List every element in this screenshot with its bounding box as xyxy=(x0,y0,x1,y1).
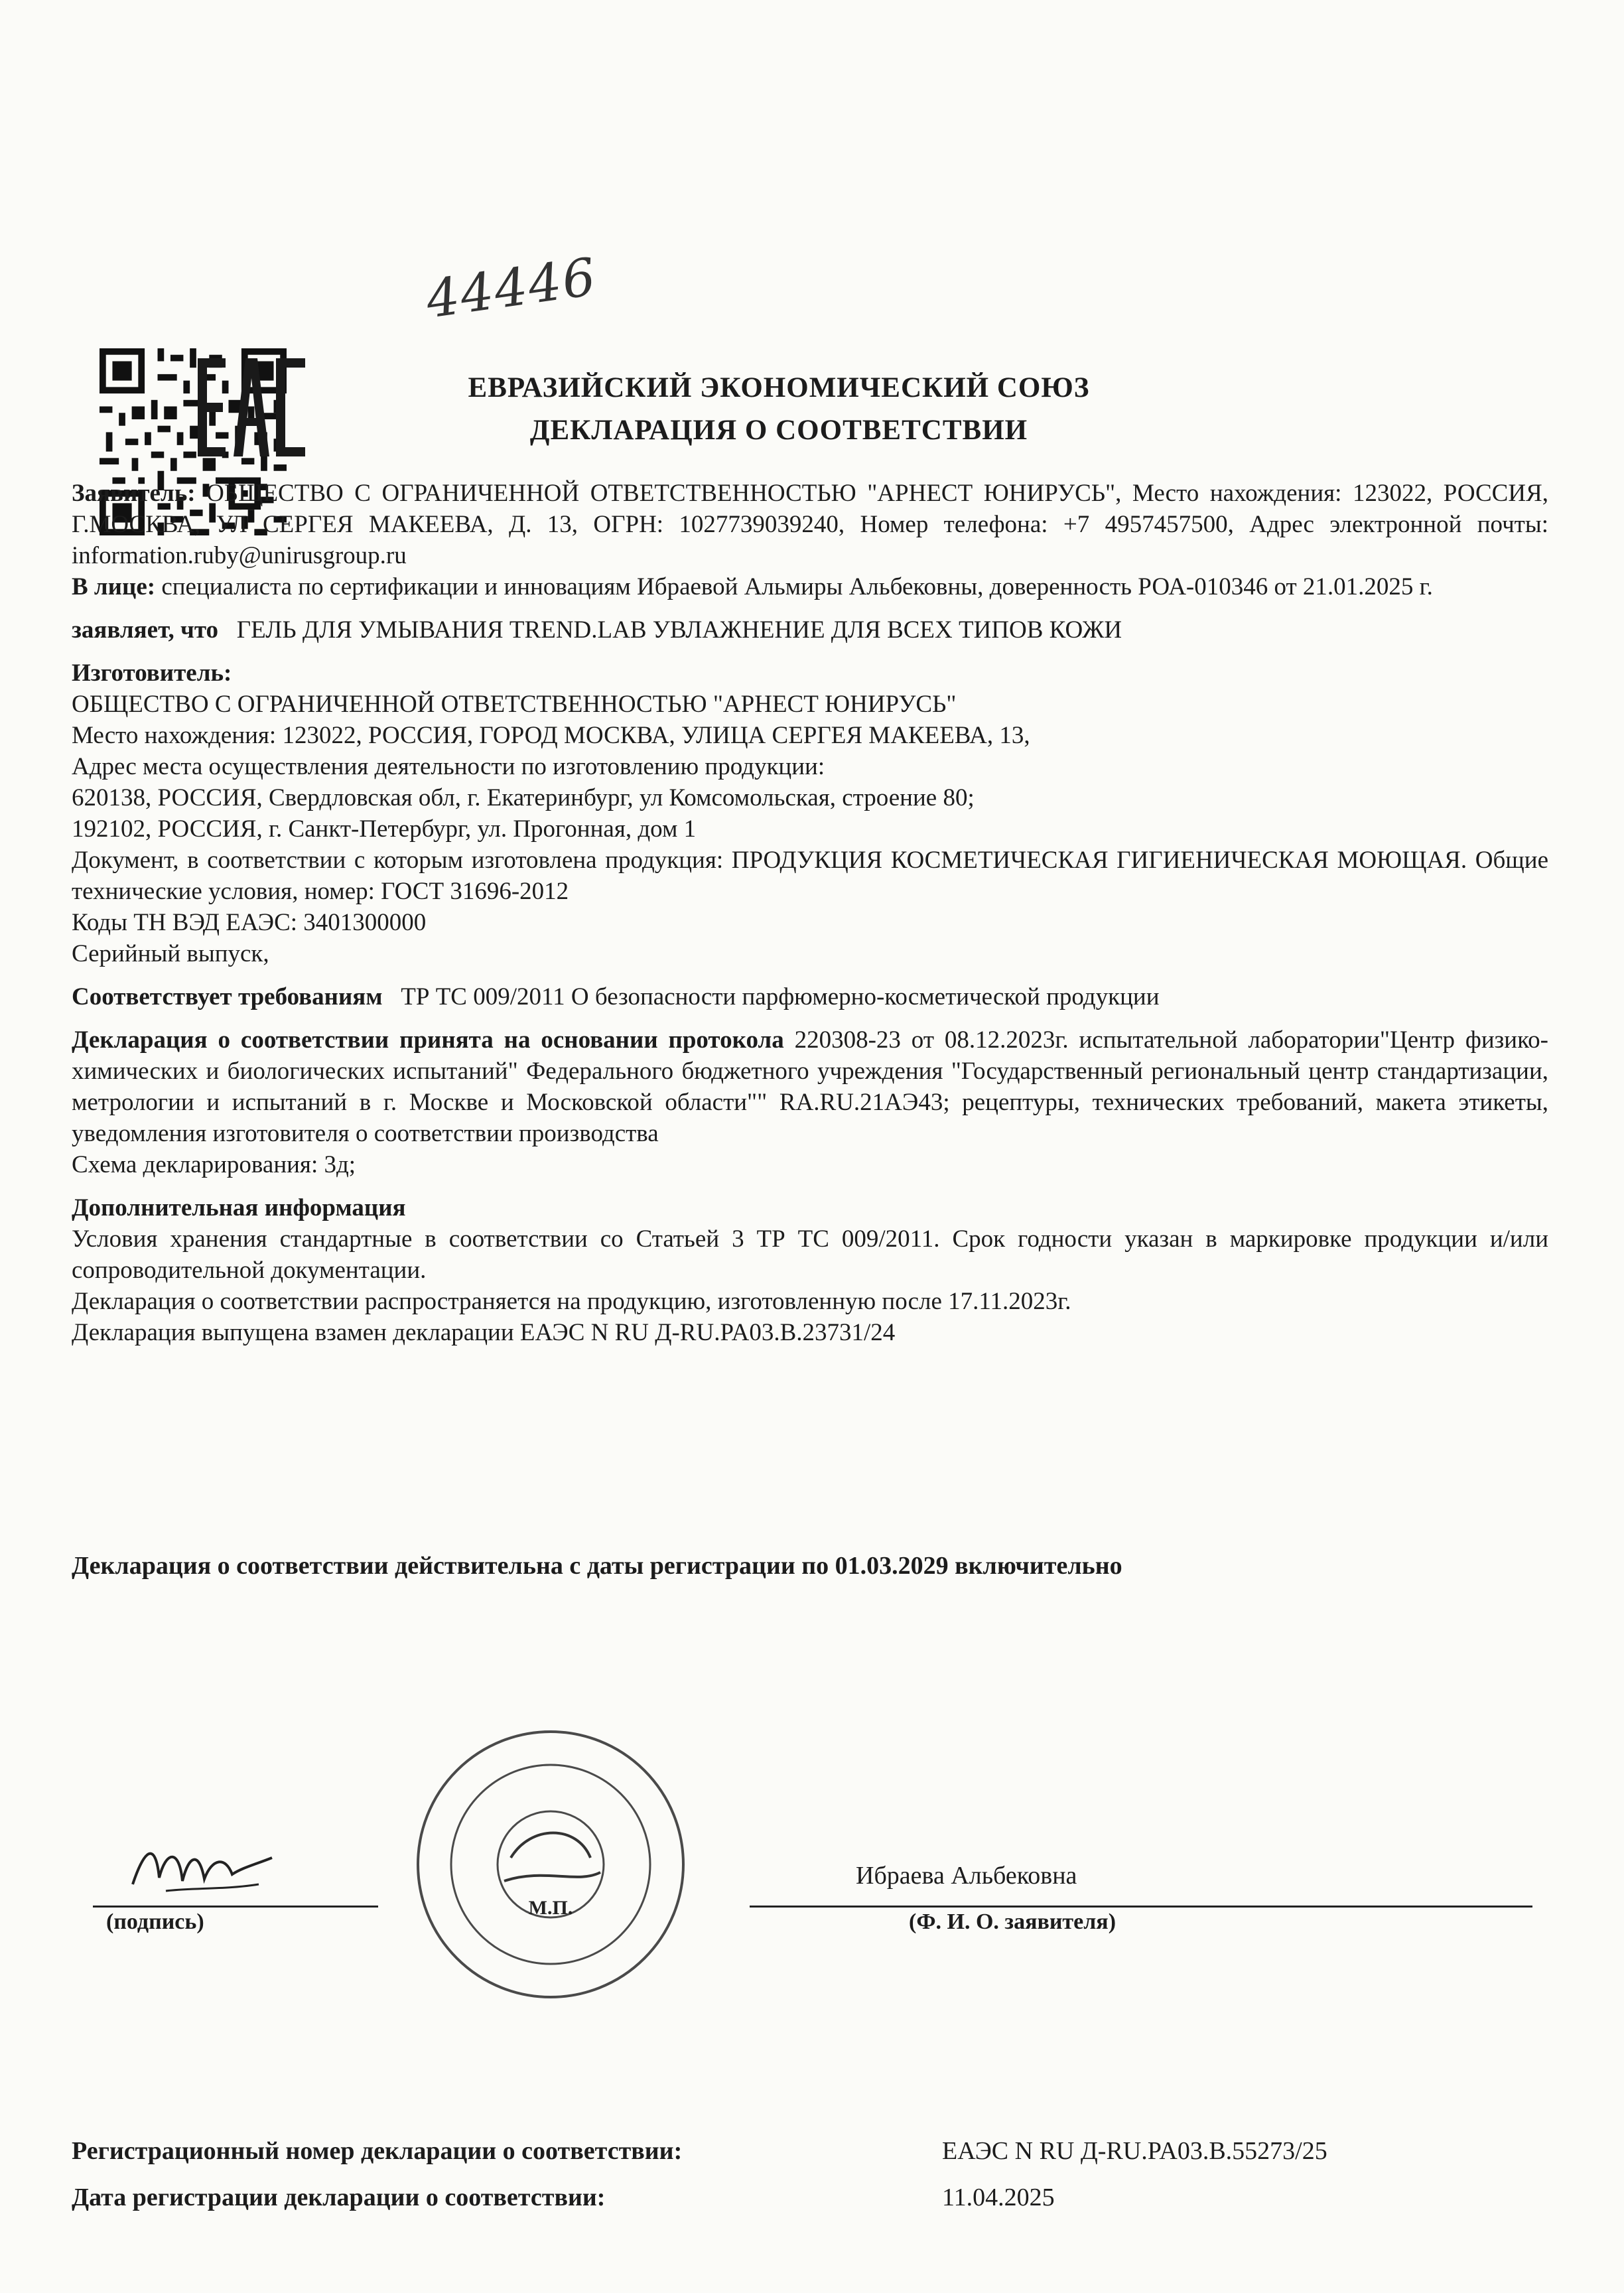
conformity-paragraph xyxy=(72,981,1548,1012)
applicant-paragraph xyxy=(72,478,1548,571)
declaration-body xyxy=(72,478,1548,1348)
person-label: В лице: xyxy=(72,573,156,600)
product-codes: Коды ТН ВЭД ЕАЭС: 3401300000 xyxy=(72,909,427,936)
production-address-1: 620138, РОССИЯ, Свердловская обл, г. Екатеринбург, ул Комсомольская, строение 80; xyxy=(72,784,975,811)
manufacturer-location: Место нахождения: 123022, РОССИЯ, ГОРОД МОСКВА, УЛИЦА СЕРГЕЯ МАКЕЕВА, 13, xyxy=(72,722,1030,749)
company-seal xyxy=(411,1725,690,2004)
name-line xyxy=(750,1906,1532,1908)
seal-mp: М.П. xyxy=(528,1897,573,1919)
applicant-text: ОБЩЕСТВО С ОГРАНИЧЕННОЙ ОТВЕТСТВЕННОСТЬЮ "АРНЕСТ ЮНИРУСЬ", Место нахождения: 123022, РОССИЯ, Г.МОСКВА, УЛ СЕРГЕЯ МАКЕЕВА, Д. 13, ОГРН: 1027739039240, Номер телефона: +7 4957457500, Адрес электронной почты: information.ruby@unirusgroup.ru xyxy=(72,480,1548,569)
product-document: Документ, в соответствии с которым изготовлена продукция: ПРОДУКЦИЯ КОСМЕТИЧЕСКАЯ ГИГИЕНИЧЕСКАЯ МОЮЩАЯ. Общие технические условия, номер: ГОСТ 31696-2012 xyxy=(72,847,1548,905)
registration-date-value: 11.04.2025 xyxy=(942,2184,1055,2211)
production-address-label: Адрес места осуществления деятельности по изготовлению продукции: xyxy=(72,753,825,780)
union-title: ЕВРАЗИЙСКИЙ ЭКОНОМИЧЕСКИЙ СОЮЗ xyxy=(468,372,1090,403)
manufacturer-name: ОБЩЕСТВО С ОГРАНИЧЕННОЙ ОТВЕТСТВЕННОСТЬЮ "АРНЕСТ ЮНИРУСЬ" xyxy=(72,691,957,718)
scheme: Схема декларирования: 3д; xyxy=(72,1151,356,1178)
conformity-label: Соответствует требованиям xyxy=(72,983,383,1010)
conformity-text: ТР ТС 009/2011 О безопасности парфюмерно-косметической продукции xyxy=(401,983,1160,1010)
signature-line xyxy=(93,1906,378,1908)
registration-number-value: ЕАЭС N RU Д-RU.PA03.B.55273/25 xyxy=(942,2137,1327,2165)
registration-date-label: Дата регистрации декларации о соответствии: xyxy=(72,2184,606,2211)
storage-conditions: Условия хранения стандартные в соответствии со Статьей 3 ТР ТС 009/2011. Срок годности указан в маркировке продукции и/или сопроводительной документации. xyxy=(72,1225,1548,1284)
manufacturer-label: Изготовитель: xyxy=(72,660,232,687)
signature xyxy=(126,1831,279,1901)
registration-number-label: Регистрационный номер декларации о соответствии: xyxy=(72,2137,683,2165)
basis-text: 220308-23 от 08.12.2023г. испытательной лаборатории"Центр физико-химических и биологических испытаний" Федерального бюджетного учреждения "Государственный региональный центр стандартизации, метрологии и испытаний в г. Москве и Московской области"" RA.RU.21AЭ43; рецептуры, технических требований, макета этикеты, уведомления изготовителя о соответствии производства xyxy=(72,1026,1548,1147)
person-text: специалиста по сертификации и инновациям Ибраевой Альмиры Альбековны, доверенность РОА-010346 от 21.01.2025 г. xyxy=(161,573,1433,600)
product-name: ГЕЛЬ ДЛЯ УМЫВАНИЯ TREND.LAB УВЛАЖНЕНИЕ ДЛЯ ВСЕХ ТИПОВ КОЖИ xyxy=(236,616,1122,644)
declares-paragraph xyxy=(72,614,1548,646)
handwritten-note: 44446 xyxy=(422,247,601,330)
product-release: Серийный выпуск, xyxy=(72,940,269,967)
scope-text: Декларация о соответствии распространяется на продукцию, изготовленную после 17.11.2023г. xyxy=(72,1288,1071,1315)
declares-label: заявляет, что xyxy=(72,616,219,644)
person-paragraph xyxy=(72,571,1548,602)
declaration-title: ДЕКЛАРАЦИЯ О СООТВЕТСТВИИ xyxy=(529,415,1028,446)
name-caption: (Ф. И. О. заявителя) xyxy=(909,1910,1116,1934)
signature-caption: (подпись) xyxy=(106,1910,204,1934)
production-address-2: 192102, РОССИЯ, г. Санкт-Петербург, ул. Прогонная, дом 1 xyxy=(72,815,697,843)
basis-label: Декларация о соответствии принята на основании протокола xyxy=(72,1026,784,1054)
replaces-text: Декларация выпущена взамен декларации ЕАЭС N RU Д-RU.PA03.B.23731/24 xyxy=(72,1319,896,1346)
applicant-name: Ибраева Альбековна xyxy=(856,1862,1077,1890)
validity-statement: Декларация о соответствии действительна с даты регистрации по 01.03.2029 включительно xyxy=(72,1552,1122,1580)
basis-paragraph xyxy=(72,1024,1548,1149)
additional-label: Дополнительная информация xyxy=(72,1194,406,1221)
applicant-label: Заявитель: xyxy=(72,480,196,507)
